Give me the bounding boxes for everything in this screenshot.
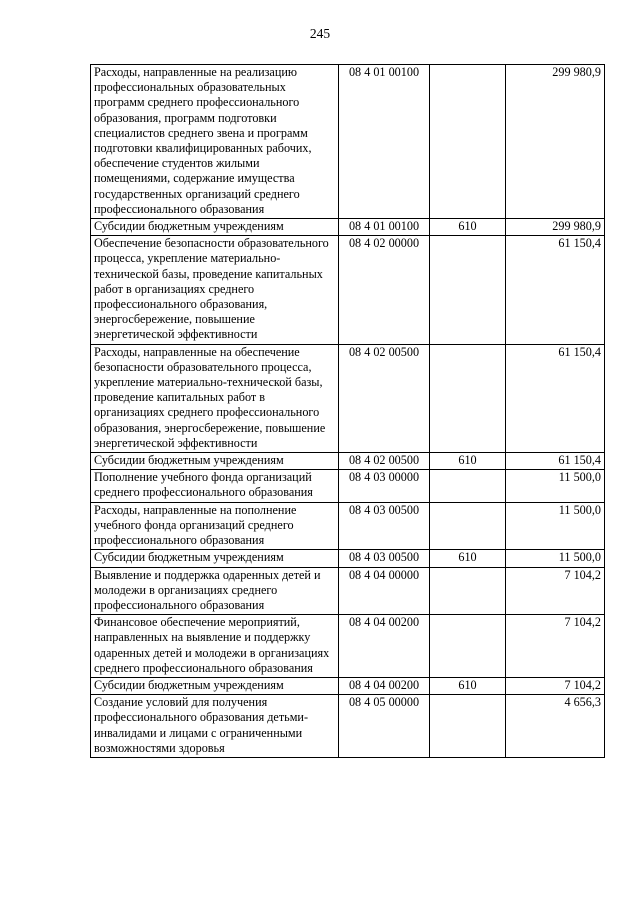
row-expense-type: [430, 470, 506, 502]
table-row: [91, 615, 605, 678]
table-body: [91, 65, 605, 758]
row-name: Субсидии бюджетным учреждениям: [91, 677, 339, 694]
row-expense-type: [430, 344, 506, 452]
row-name: Субсидии бюджетным учреждениям: [91, 550, 339, 567]
row-expense-type: [430, 615, 506, 678]
row-expense-type: [430, 502, 506, 550]
row-name: Расходы, направленные на реализацию профессиональных образовательных программ среднего профессионального образования, программ подготовки специалистов среднего звена и программ подготовки квалифицированных рабочих, обеспечение студентов жилыми помещениями, содержание имущества государственных организаций среднего профессионального образования: [91, 65, 339, 219]
row-code: 08 4 01 00100: [339, 65, 430, 219]
table-row: [91, 453, 605, 470]
row-name: Расходы, направленные на пополнение учебного фонда организаций среднего профессионального образования: [91, 502, 339, 550]
table-row: [91, 677, 605, 694]
row-code: 08 4 05 00000: [339, 695, 430, 758]
row-name: Выявление и поддержка одаренных детей и молодежи в организациях среднего профессионального образования: [91, 567, 339, 615]
row-code: 08 4 03 00500: [339, 502, 430, 550]
row-name: Субсидии бюджетным учреждениям: [91, 219, 339, 236]
budget-table: [90, 64, 605, 758]
row-name: Расходы, направленные на обеспечение безопасности образовательного процесса, укрепление материально-технической базы, проведение капитальных работ в организациях среднего профессионального образования, энергосбережение, повышение энергетической эффективности: [91, 344, 339, 452]
row-expense-type: [430, 65, 506, 219]
row-amount: 61 150,4: [506, 344, 605, 452]
table-row: [91, 502, 605, 550]
row-code: 08 4 01 00100: [339, 219, 430, 236]
row-code: 08 4 02 00500: [339, 453, 430, 470]
table-row: [91, 550, 605, 567]
row-amount: 7 104,2: [506, 677, 605, 694]
row-expense-type: 610: [430, 453, 506, 470]
row-code: 08 4 03 00500: [339, 550, 430, 567]
row-amount: 7 104,2: [506, 615, 605, 678]
table-row: [91, 236, 605, 344]
row-amount: 61 150,4: [506, 453, 605, 470]
row-expense-type: 610: [430, 219, 506, 236]
row-amount: 11 500,0: [506, 470, 605, 502]
row-code: 08 4 02 00000: [339, 236, 430, 344]
table-row: [91, 65, 605, 219]
page-number: 245: [309, 26, 331, 41]
row-amount: 299 980,9: [506, 65, 605, 219]
row-expense-type: [430, 236, 506, 344]
row-expense-type: 610: [430, 550, 506, 567]
row-name: Финансовое обеспечение мероприятий, направленных на выявление и поддержку одаренных детей и молодежи в организациях среднего профессионального образования: [91, 615, 339, 678]
table-row: [91, 567, 605, 615]
table-row: [91, 470, 605, 502]
table-row: [91, 219, 605, 236]
row-name: Создание условий для получения профессионального образования детьми-инвалидами и лицами с ограниченными возможностями здоровья: [91, 695, 339, 758]
row-code: 08 4 03 00000: [339, 470, 430, 502]
row-name: Обеспечение безопасности образовательного процесса, укрепление материально-технической базы, проведение капитальных работ в организациях среднего профессионального образования, энергосбережение, повышение энергетической эффективности: [91, 236, 339, 344]
table-row: [91, 695, 605, 758]
row-expense-type: [430, 695, 506, 758]
row-amount: 4 656,3: [506, 695, 605, 758]
row-code: 08 4 02 00500: [339, 344, 430, 452]
row-amount: 7 104,2: [506, 567, 605, 615]
row-code: 08 4 04 00200: [339, 677, 430, 694]
row-expense-type: 610: [430, 677, 506, 694]
row-code: 08 4 04 00200: [339, 615, 430, 678]
row-amount: 11 500,0: [506, 502, 605, 550]
row-amount: 11 500,0: [506, 550, 605, 567]
row-amount: 299 980,9: [506, 219, 605, 236]
row-amount: 61 150,4: [506, 236, 605, 344]
row-code: 08 4 04 00000: [339, 567, 430, 615]
row-name: Субсидии бюджетным учреждениям: [91, 453, 339, 470]
row-name: Пополнение учебного фонда организаций среднего профессионального образования: [91, 470, 339, 502]
table-row: [91, 344, 605, 452]
row-expense-type: [430, 567, 506, 615]
